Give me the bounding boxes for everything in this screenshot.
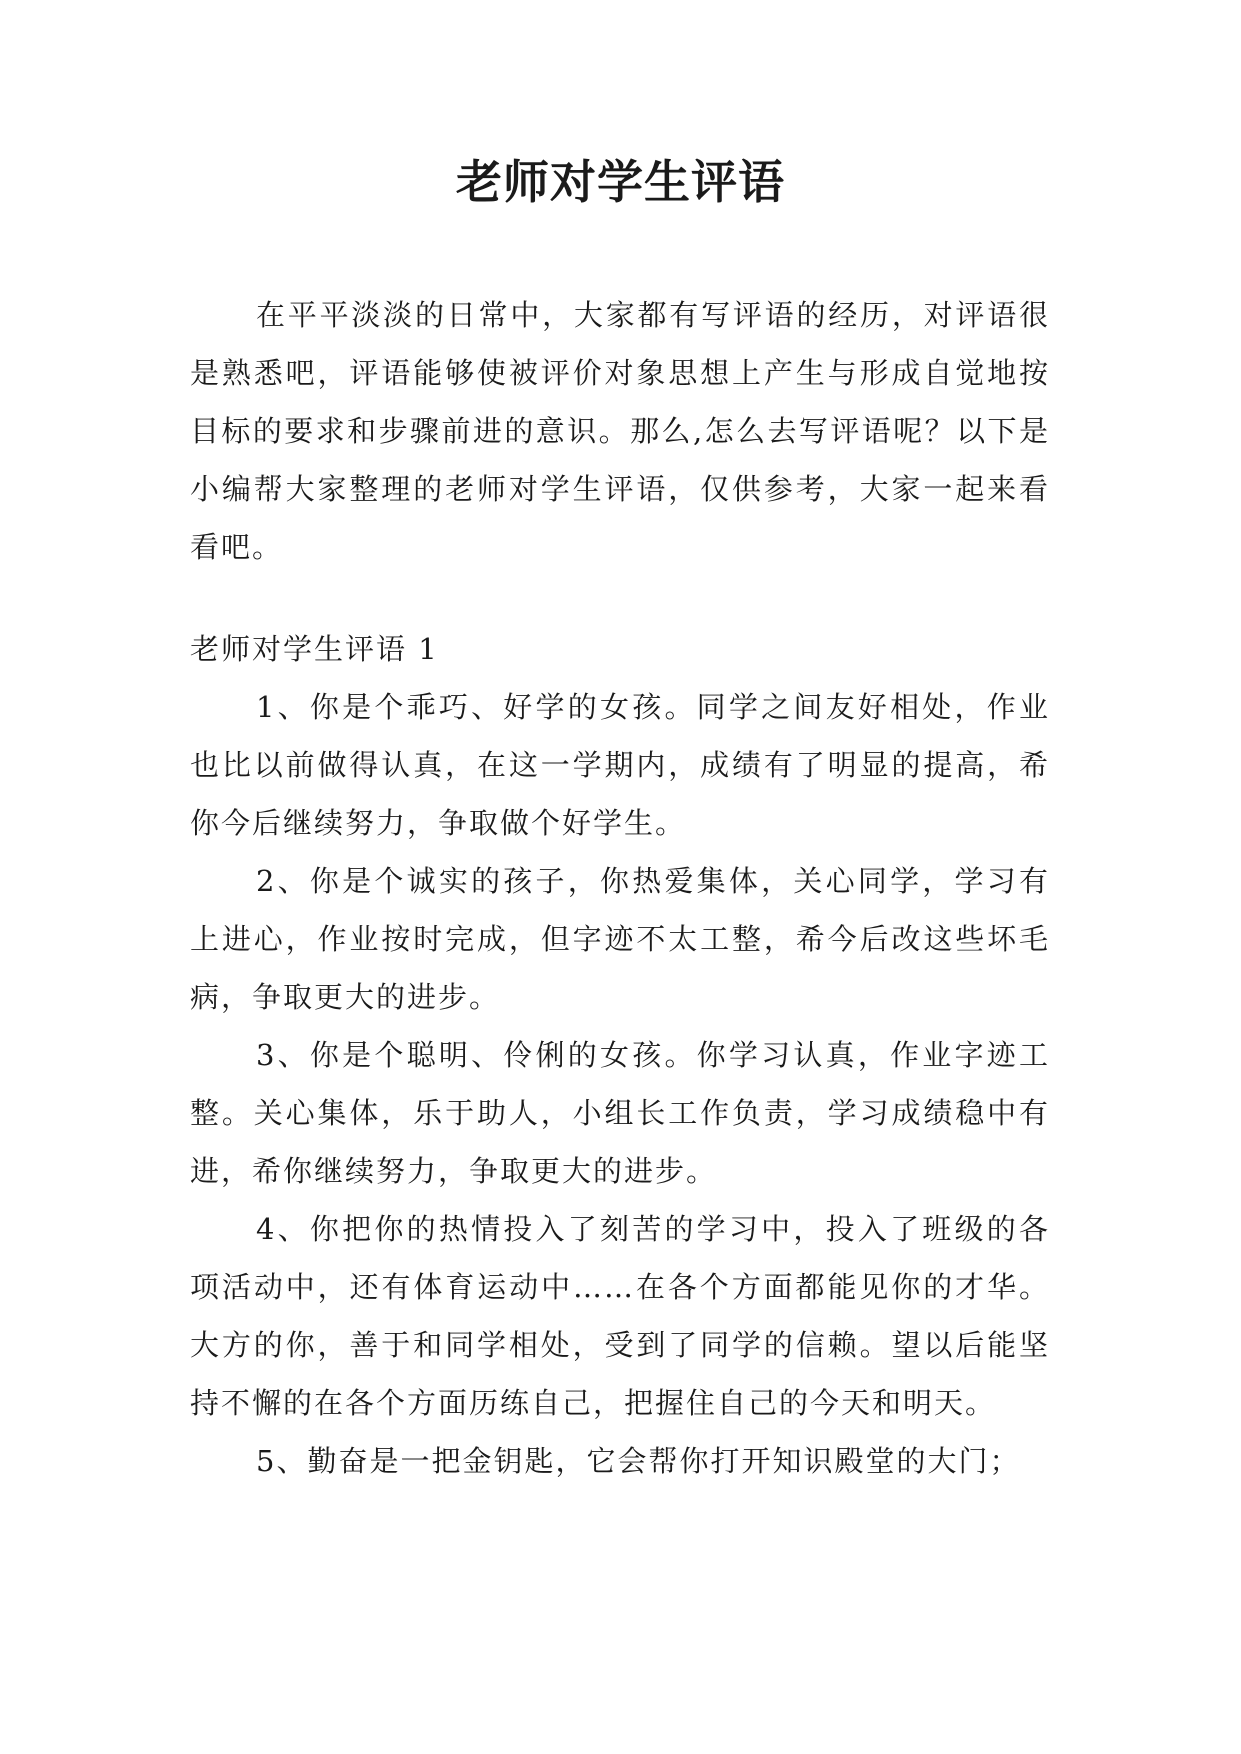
intro-paragraph: 在平平淡淡的日常中，大家都有写评语的经历，对评语很是熟悉吧，评语能够使被评价对象思想上产生与形成自觉地按目标的要求和步骤前进的意识。那么,怎么去写评语呢？以下是小编帮大家整理的老师对学生评语，仅供参考，大家一起来看看吧。 <box>190 298 1050 564</box>
comment-item-5: 5、勤奋是一把金钥匙，它会帮你打开知识殿堂的大门； <box>256 1444 1021 1478</box>
section-heading: 老师对学生评语 1 <box>190 632 439 666</box>
comment-item-3: 3、你是个聪明、伶俐的女孩。你学习认真，作业字迹工整。关心集体，乐于助人，小组长工作负责，学习成绩稳中有进，希你继续努力，争取更大的进步。 <box>190 1038 1050 1188</box>
comment-item-4: 4、你把你的热情投入了刻苦的学习中，投入了班级的各项活动中，还有体育运动中……在各个方面都能见你的才华。大方的你，善于和同学相处，受到了同学的信赖。望以后能坚持不懈的在各个方面历练自己，把握住自己的今天和明天。 <box>190 1212 1050 1420</box>
document-body <box>190 286 1050 1490</box>
comment-item-1: 1、你是个乖巧、好学的女孩。同学之间友好相处，作业也比以前做得认真，在这一学期内，成绩有了明显的提高，希你今后继续努力，争取做个好学生。 <box>190 690 1050 840</box>
page-title: 老师对学生评语 <box>456 155 785 209</box>
comment-item-2: 2、你是个诚实的孩子，你热爱集体，关心同学，学习有上进心，作业按时完成，但字迹不太工整，希今后改这些坏毛病，争取更大的进步。 <box>190 864 1050 1014</box>
